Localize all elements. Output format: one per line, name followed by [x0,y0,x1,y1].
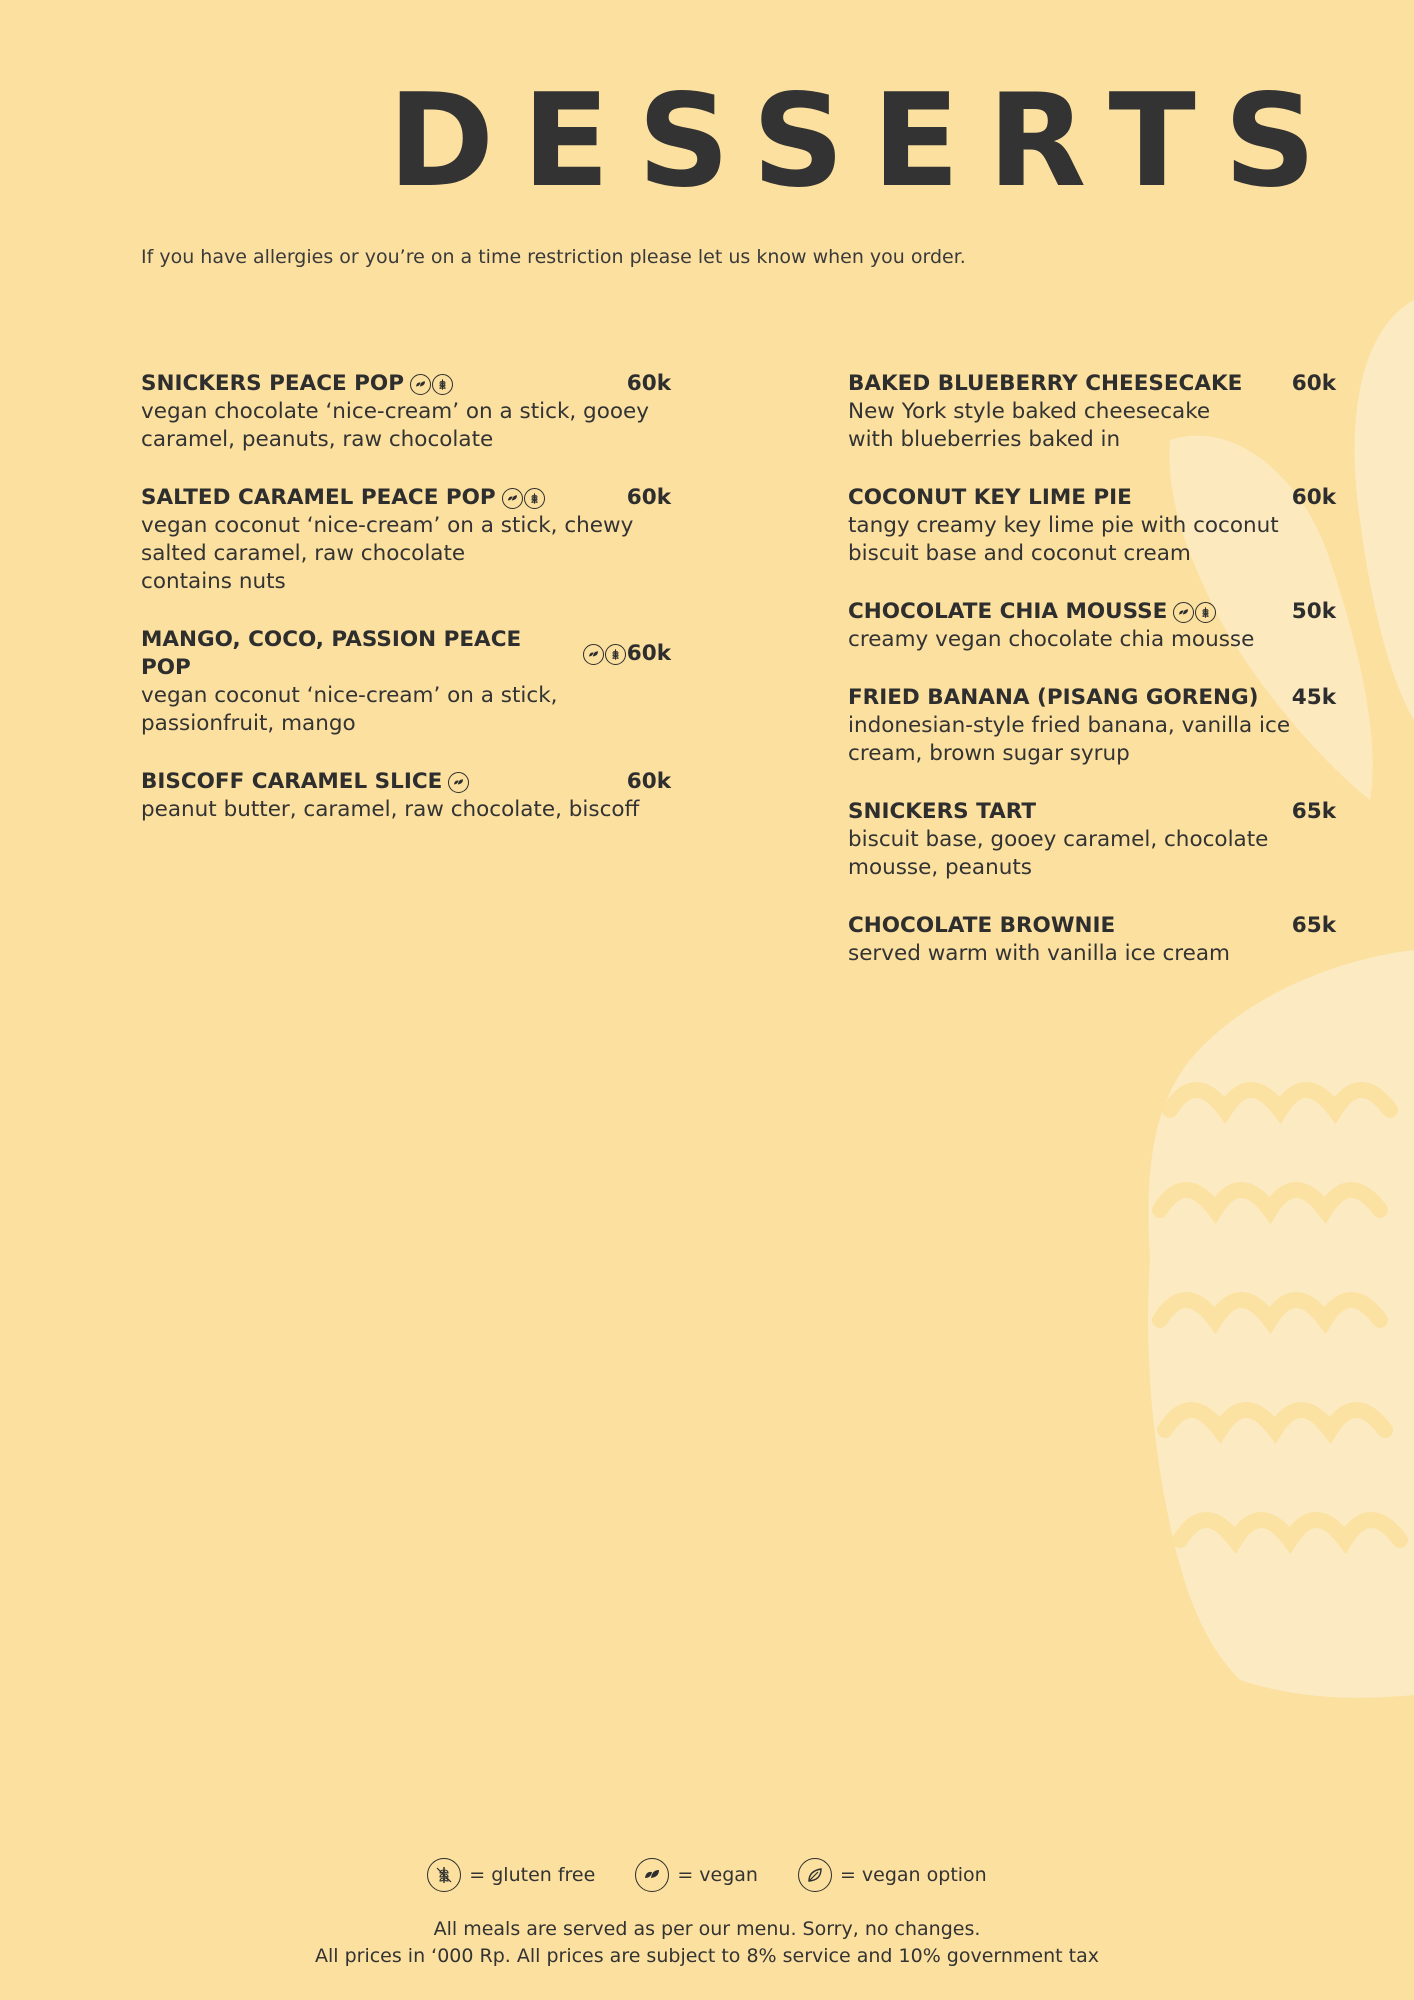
vegan-icon [583,644,604,665]
menu-item-price: 60k [626,769,671,794]
footer-no-changes: All meals are served as per our menu. Sorry, no changes. [433,1918,981,1940]
menu-item-price: 50k [1291,599,1336,624]
menu-item-name-wrap [848,912,1115,940]
menu-item-header [848,370,1336,398]
vegan-option-icon [798,1858,832,1892]
description-line: with blueberries baked in [848,427,1121,452]
gluten-free-icon [524,488,545,509]
menu-column-right [848,370,1336,998]
menu-item-name: MANGO, COCO, PASSION PEACE POP [141,627,522,680]
menu-item-description [848,712,1336,768]
dietary-badges [583,644,627,665]
menu-item [141,370,671,454]
vegan-icon [635,1858,669,1892]
description-line: New York style baked cheesecake [848,399,1211,424]
vegan-icon [502,488,523,509]
menu-item-header [848,798,1336,826]
menu-item [848,912,1336,968]
menu-item [848,598,1336,654]
menu-item-name: CHOCOLATE BROWNIE [848,913,1116,938]
legend-gluten-free [427,1858,595,1892]
description-line: indonesian-style fried banana, vanilla ice [848,713,1291,738]
menu-item-description [141,682,671,738]
description-line: biscuit base and coconut cream [848,541,1191,566]
dietary-badges [502,488,546,509]
gluten-free-icon [432,374,453,395]
menu-item-name: BAKED BLUEBERRY CHEESECAKE [848,371,1243,396]
menu-item-header [141,626,671,682]
menu-item-header [848,484,1336,512]
dietary-badges [448,772,470,793]
menu-item-price: 60k [626,371,671,396]
menu-item-name: BISCOFF CARAMEL SLICE [141,769,443,794]
menu-item-price: 60k [1291,371,1336,396]
legend-vegan-option [798,1858,987,1892]
menu-item [848,684,1336,768]
menu-item [141,484,671,596]
menu-item-name-wrap [848,484,1132,512]
description-line: vegan chocolate ‘nice-cream’ on a stick, gooey [141,399,649,424]
page-title: DESSERTS [387,67,1344,216]
vegan-icon [448,772,469,793]
description-line: cream, brown sugar syrup [848,741,1130,766]
gluten-free-icon [427,1858,461,1892]
menu-item-name: FRIED BANANA (PISANG GORENG) [848,685,1259,710]
legend-vegan [635,1858,758,1892]
description-line: peanut butter, caramel, raw chocolate, biscoff [141,797,640,822]
menu-item-name-wrap [848,598,1217,626]
gluten-free-icon [605,644,626,665]
description-line: biscuit base, gooey caramel, chocolate [848,827,1269,852]
menu-item-name: SNICKERS TART [848,799,1037,824]
menu-item-name: SALTED CARAMEL PEACE POP [141,485,496,510]
vegan-icon [1173,602,1194,623]
menu-item-header [141,370,671,398]
description-line: salted caramel, raw chocolate [141,541,466,566]
description-line: tangy creamy key lime pie with coconut [848,513,1279,538]
menu-item [848,370,1336,454]
menu-item-name-wrap [141,484,546,512]
footer [0,1916,1414,1970]
menu-item-price: 60k [1291,485,1336,510]
menu-item-price: 65k [1291,799,1336,824]
menu-item [848,484,1336,568]
legend-vegan-option-label: = vegan option [839,1864,987,1886]
menu-item-description [141,398,671,454]
menu-item-price: 60k [626,485,671,510]
menu-item-header [848,912,1336,940]
menu-item-name-wrap [848,370,1242,398]
menu-item-name: SNICKERS PEACE POP [141,371,404,396]
menu-item-name-wrap [141,768,470,796]
description-line: passionfruit, mango [141,711,356,736]
menu-item-price: 65k [1291,913,1336,938]
description-line: vegan coconut ‘nice-cream’ on a stick, chewy [141,513,634,538]
menu-item-name-wrap [141,626,627,682]
description-line: creamy vegan chocolate chia mousse [848,627,1255,652]
menu-item-description [848,512,1336,568]
menu-item-description [848,826,1336,882]
legend-vegan-label: = vegan [677,1864,758,1886]
menu-item [141,768,671,824]
description-line: contains nuts [141,569,286,594]
menu-item-name-wrap [848,684,1259,712]
menu-item-description [141,512,671,596]
dietary-badges [1173,602,1217,623]
menu-item-price: 60k [626,641,671,666]
menu-item-description [848,398,1336,454]
footer-prices-note: All prices in ‘000 Rp. All prices are subject to 8% service and 10% government tax [314,1945,1099,1967]
menu-item-header [848,684,1336,712]
menu-item-name: CHOCOLATE CHIA MOUSSE [848,599,1168,624]
menu-item-header [848,598,1336,626]
description-line: mousse, peanuts [848,855,1032,880]
menu-item-description [141,796,671,824]
menu-item-description [848,626,1336,654]
legend-gluten-free-label: = gluten free [469,1864,596,1886]
description-line: caramel, peanuts, raw chocolate [141,427,494,452]
vegan-icon [410,374,431,395]
menu-item-price: 45k [1291,685,1336,710]
menu-item-name-wrap [141,370,454,398]
dietary-legend [0,1858,1414,1892]
menu-item [141,626,671,738]
menu-column-left [141,370,671,854]
menu-item-header [141,484,671,512]
menu-item-header [141,768,671,796]
menu-item [848,798,1336,882]
menu-item-name: COCONUT KEY LIME PIE [848,485,1132,510]
gluten-free-icon [1195,602,1216,623]
dietary-badges [410,374,454,395]
menu-item-description [848,940,1336,968]
description-line: served warm with vanilla ice cream [848,941,1230,966]
menu-item-name-wrap [848,798,1036,826]
allergy-notice: If you have allergies or you’re on a time restriction please let us know when you order. [141,246,966,268]
description-line: vegan coconut ‘nice-cream’ on a stick, [141,683,558,708]
